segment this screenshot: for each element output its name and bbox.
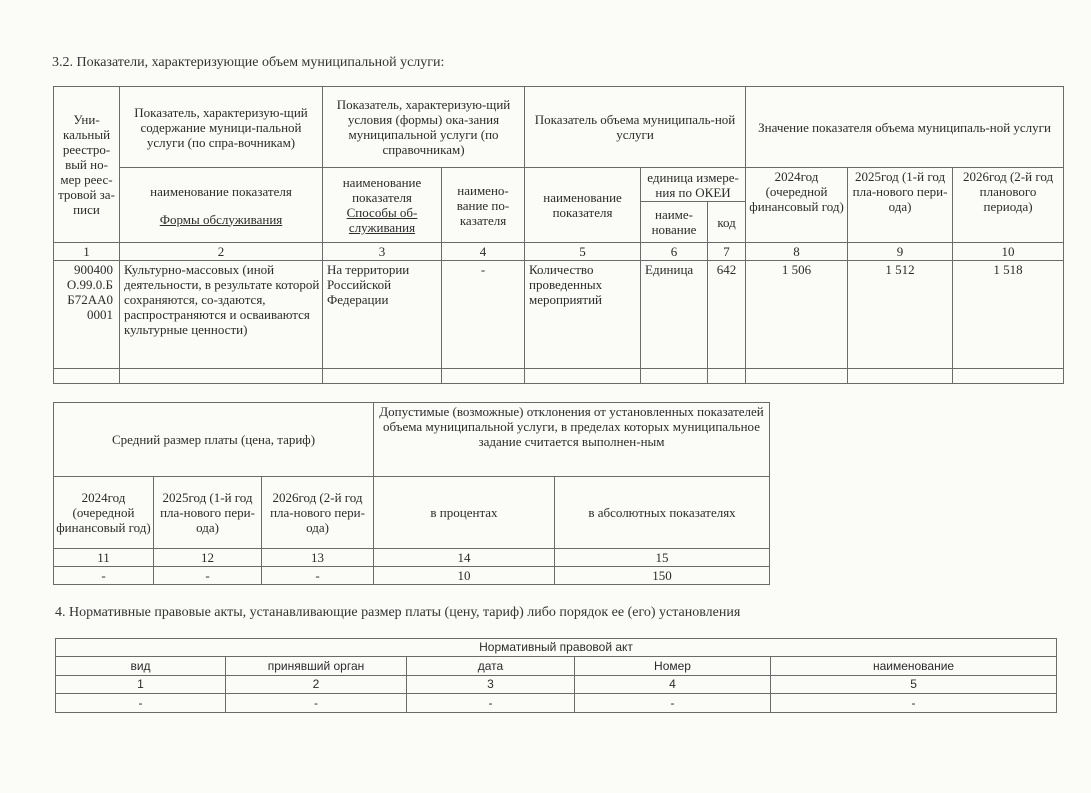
condition-cell: На территории Российской Федерации [323,261,442,369]
empty-cell [641,369,708,384]
absolute-header: в абсолютных показателях [555,477,770,549]
fee-year-2026-header: 2026год (2-й год пла-нового пери-ода) [262,477,374,549]
column-number: 9 [848,243,953,261]
fee-year-2025-header: 2025год (1-й год пла-нового пери-ода) [154,477,262,549]
registry-number-header: Уни-кальный реестро-вый но-мер реес-тровой за-писи [54,87,120,243]
empty-cell [746,369,848,384]
unit-name-cell: Единица [641,261,708,369]
column-number: 6 [641,243,708,261]
condition-indicator-name-label: наименование показателя [342,175,422,205]
empty-cell [848,369,953,384]
column-number: 2 [226,676,407,694]
empty-cell [525,369,641,384]
fee-year-2024-header: 2024год (очередной финансовый год) [54,477,154,549]
condition2-cell: - [442,261,525,369]
registry-number-cell: 900400 О.99.0.Б Б72АА0 0001 [54,261,120,369]
column-number: 3 [323,243,442,261]
act-date-header: дата [407,657,575,676]
column-number: 1 [54,243,120,261]
absolute-value: 150 [555,567,770,585]
deviations-header: Допустимые (возможные) отклонения от установленных показателей объема муниципальной услуги, в пределах которых муниципальное задание считается выполнен-ным [374,403,770,477]
fee-2026-value: - [262,567,374,585]
act-type-value: - [56,694,226,713]
year-2024-header: 2024год (очередной финансовый год) [746,168,848,243]
volume-indicator-header: Показатель объема муниципаль-ной услуги [525,87,746,168]
volume-name-cell: Количество проведенных мероприятий [525,261,641,369]
indicator-name-header [120,168,323,243]
act-name-value: - [771,694,1057,713]
act-authority-value: - [226,694,407,713]
column-number: 4 [442,243,525,261]
empty-cell [120,369,323,384]
empty-cell [708,369,746,384]
percent-header: в процентах [374,477,555,549]
column-number: 14 [374,549,555,567]
value-2025-cell: 1 512 [848,261,953,369]
section-4-title: 4. Нормативные правовые акты, устанавливающие размер платы (цену, тариф) либо порядок ее (его) установления [55,605,741,620]
empty-cell [442,369,525,384]
volume-indicators-table [53,86,1064,384]
column-number: 2 [120,243,323,261]
column-number: 12 [154,549,262,567]
average-fee-header: Средний размер платы (цена, тариф) [54,403,374,477]
condition-indicator-name-header [323,168,442,243]
okei-unit-header: единица измере-ния по ОКЕИ [641,168,746,202]
condition-indicator-name-value: Способы об-служивания [346,205,418,235]
column-number: 11 [54,549,154,567]
year-2025-header: 2025год (1-й год пла-нового пери-ода) [848,168,953,243]
column-number: 15 [555,549,770,567]
column-number: 4 [575,676,771,694]
unit-code-cell: 642 [708,261,746,369]
indicator-name-value: Формы обслуживания [159,211,283,227]
content-cell: Культурно-массовых (иной деятельности, в результате которой сохраняются, со-здаются, распространяются и осваиваются культурные ценности) [120,261,323,369]
act-type-header: вид [56,657,226,676]
act-name-header: наименование [771,657,1057,676]
section-3-2-title: 3.2. Показатели, характеризующие объем муниципальной услуги: [52,55,445,70]
indicator-name-label: наименование показателя [150,183,292,199]
okei-name-header: наиме-нование [641,202,708,243]
volume-value-header: Значение показателя объема муниципаль-ной услуги [746,87,1064,168]
percent-value: 10 [374,567,555,585]
column-number: 7 [708,243,746,261]
fee-deviations-table [53,402,770,585]
column-number: 13 [262,549,374,567]
value-2026-cell: 1 518 [953,261,1064,369]
empty-cell [323,369,442,384]
act-date-value: - [407,694,575,713]
column-number: 8 [746,243,848,261]
column-number: 10 [953,243,1064,261]
act-number-header: Номер [575,657,771,676]
value-2024-cell: 1 506 [746,261,848,369]
column-number: 1 [56,676,226,694]
legal-acts-table [55,638,1057,713]
okei-code-header: код [708,202,746,243]
column-number: 3 [407,676,575,694]
act-number-value: - [575,694,771,713]
condition-indicator-name2-header: наимено-вание по-казателя [442,168,525,243]
year-2026-header: 2026год (2-й год планового периода) [953,168,1064,243]
fee-2025-value: - [154,567,262,585]
empty-cell [953,369,1064,384]
fee-2024-value: - [54,567,154,585]
condition-indicator-header: Показатель, характеризую-щий условия (формы) ока-зания муниципальной услуги (по справочникам) [323,87,525,168]
column-number: 5 [525,243,641,261]
volume-indicator-name-header: наименование показателя [525,168,641,243]
act-authority-header: принявший орган [226,657,407,676]
column-number: 5 [771,676,1057,694]
content-indicator-header: Показатель, характеризую-щий содержание муници-пальной услуги (по спра-вочникам) [120,87,323,168]
empty-cell [54,369,120,384]
legal-act-header: Нормативный правовой акт [56,639,1057,657]
